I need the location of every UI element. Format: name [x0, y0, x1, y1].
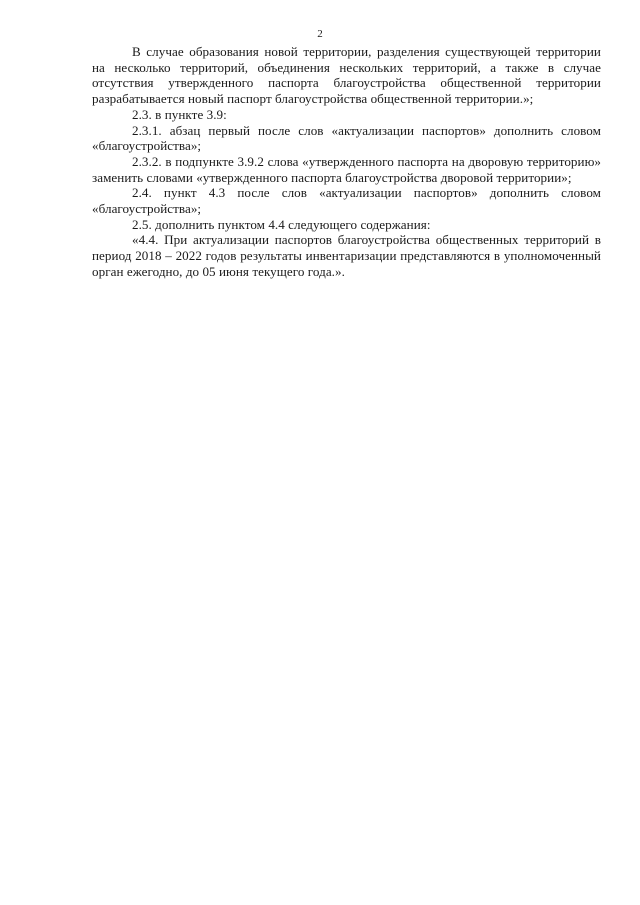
paragraph-2-4: 2.4. пункт 4.3 после слов «актуализации паспортов» дополнить словом «благоустройства»; [92, 185, 601, 217]
paragraph-2-3-1: 2.3.1. абзац первый после слов «актуализации паспортов» дополнить словом «благоустройства»; [92, 122, 601, 154]
paragraph-2-3-2: 2.3.2. в подпункте 3.9.2 слова «утвержденного паспорта на дворовую территорию» заменить словами «утвержденного паспорта благоустройства дворовой территории»; [92, 153, 601, 185]
paragraph-2-3: 2.3. в пункте 3.9: [132, 106, 227, 122]
paragraph-new-territory: В случае образования новой территории, разделения существующей территории на несколько территорий, объединения нескольких территорий, а также в случае отсутствия утвержденного паспорта благоустройства общественной территории разрабатывается новый паспорт благоустройства общественной территории.»; [92, 44, 601, 107]
paragraph-4-4: «4.4. При актуализации паспортов благоустройства общественных территорий в период 2018 – 2022 годов результаты инвентаризации представляются в уполномоченный орган ежегодно, до 05 июня текущего года.». [92, 232, 601, 279]
document-body [92, 44, 601, 280]
page-number: 2 [317, 28, 323, 40]
paragraph-2-5: 2.5. дополнить пунктом 4.4 следующего содержания: [132, 216, 431, 232]
